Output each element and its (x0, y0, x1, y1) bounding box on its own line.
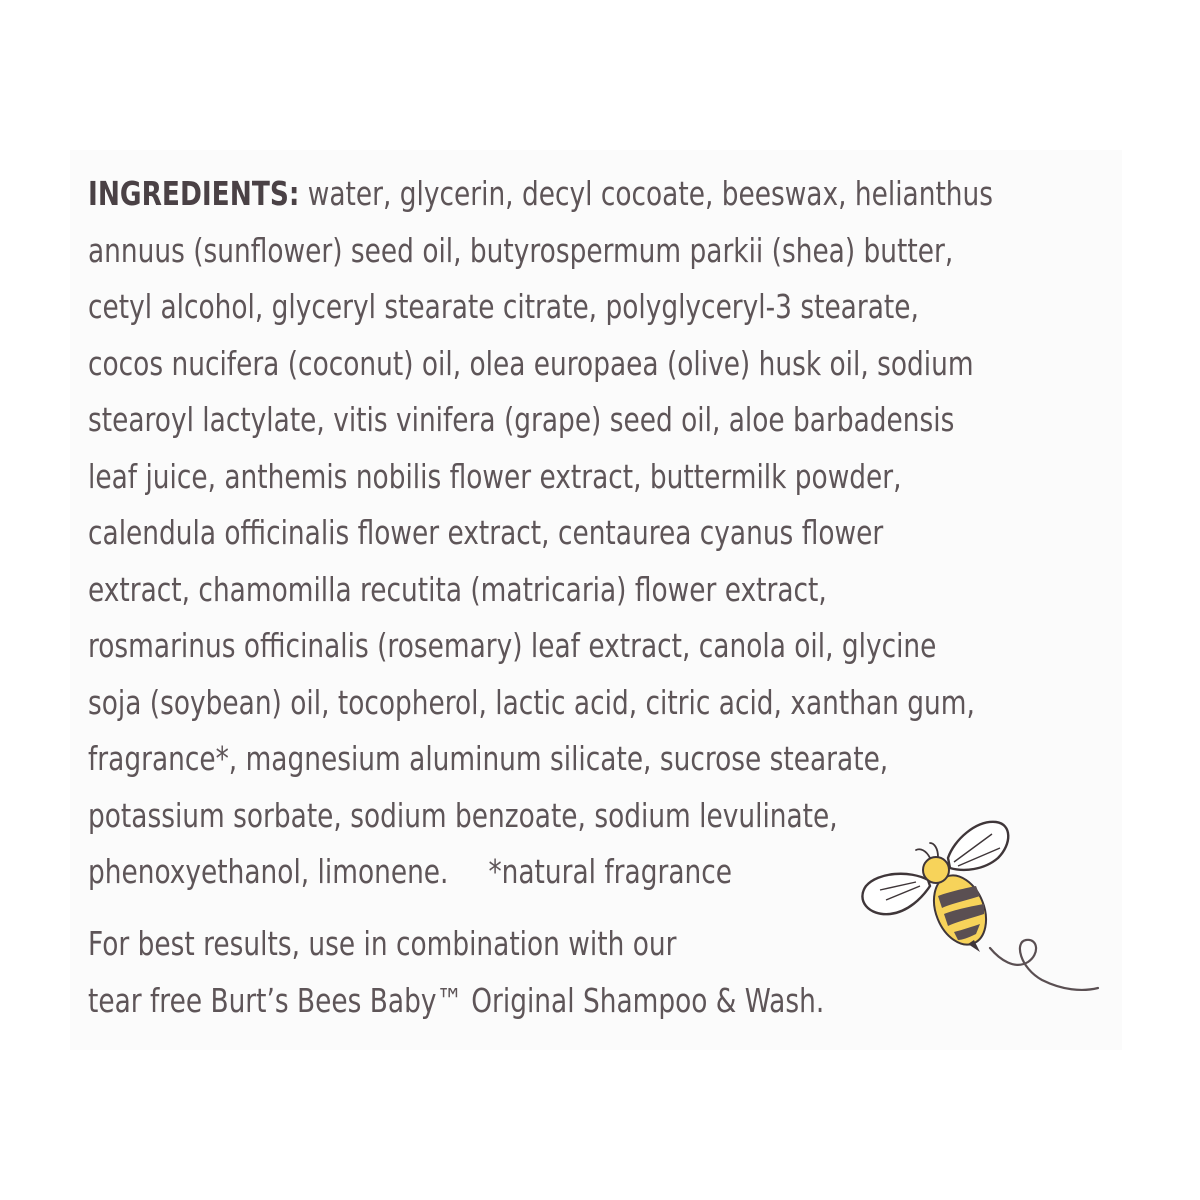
ingredients-line: fragrance*, magnesium aluminum silicate, sucrose stearate, (88, 739, 889, 778)
ingredients-text: phenoxyethanol, limonene. (88, 852, 449, 891)
ingredients-text: water, glycerin, decyl cocoate, beeswax, helianthus (299, 174, 994, 213)
ingredients-heading: INGREDIENTS: (88, 174, 300, 213)
ingredients-line (88, 844, 840, 901)
ingredients-line: calendula officinalis flower extract, centaurea cyanus flower (88, 513, 884, 552)
bee-trail (990, 940, 1098, 990)
ingredients-line: rosmarinus officinalis (rosemary) leaf extract, canola oil, glycine (88, 626, 937, 665)
bee-wing-left (862, 874, 930, 914)
ingredients-line (88, 166, 994, 223)
ingredients-line: potassium sorbate, sodium benzoate, sodium levulinate, (88, 795, 838, 835)
bee-head (923, 857, 949, 883)
ingredients-line: cocos nucifera (coconut) oil, olea europaea (olive) husk oil, sodium (88, 343, 974, 383)
usage-note (88, 916, 824, 1029)
ingredients-line: annuus (sunflower) seed oil, butyrospermum parkii (shea) butter, (88, 230, 954, 270)
ingredients-line: cetyl alcohol, glyceryl stearate citrate, polyglyceryl-3 stearate, (88, 287, 919, 326)
usage-note-line: tear free Burt’s Bees Baby™ Original Shampoo & Wash. (88, 980, 825, 1020)
ingredients-line: leaf juice, anthemis nobilis flower extract, buttermilk powder, (88, 456, 902, 496)
ingredients-line: extract, chamomilla recutita (matricaria) flower extract, (88, 569, 827, 609)
fragrance-footnote: *natural fragrance (488, 852, 732, 891)
ingredients-line: stearoyl lactylate, vitis vinifera (grape) seed oil, aloe barbadensis (88, 400, 955, 439)
usage-note-line: For best results, use in combination with our (88, 924, 677, 963)
bee-wing-right (948, 822, 1008, 870)
bee-icon (850, 810, 1110, 1010)
ingredients-block (88, 166, 994, 901)
ingredients-line: soja (soybean) oil, tocopherol, lactic acid, citric acid, xanthan gum, (88, 682, 975, 722)
